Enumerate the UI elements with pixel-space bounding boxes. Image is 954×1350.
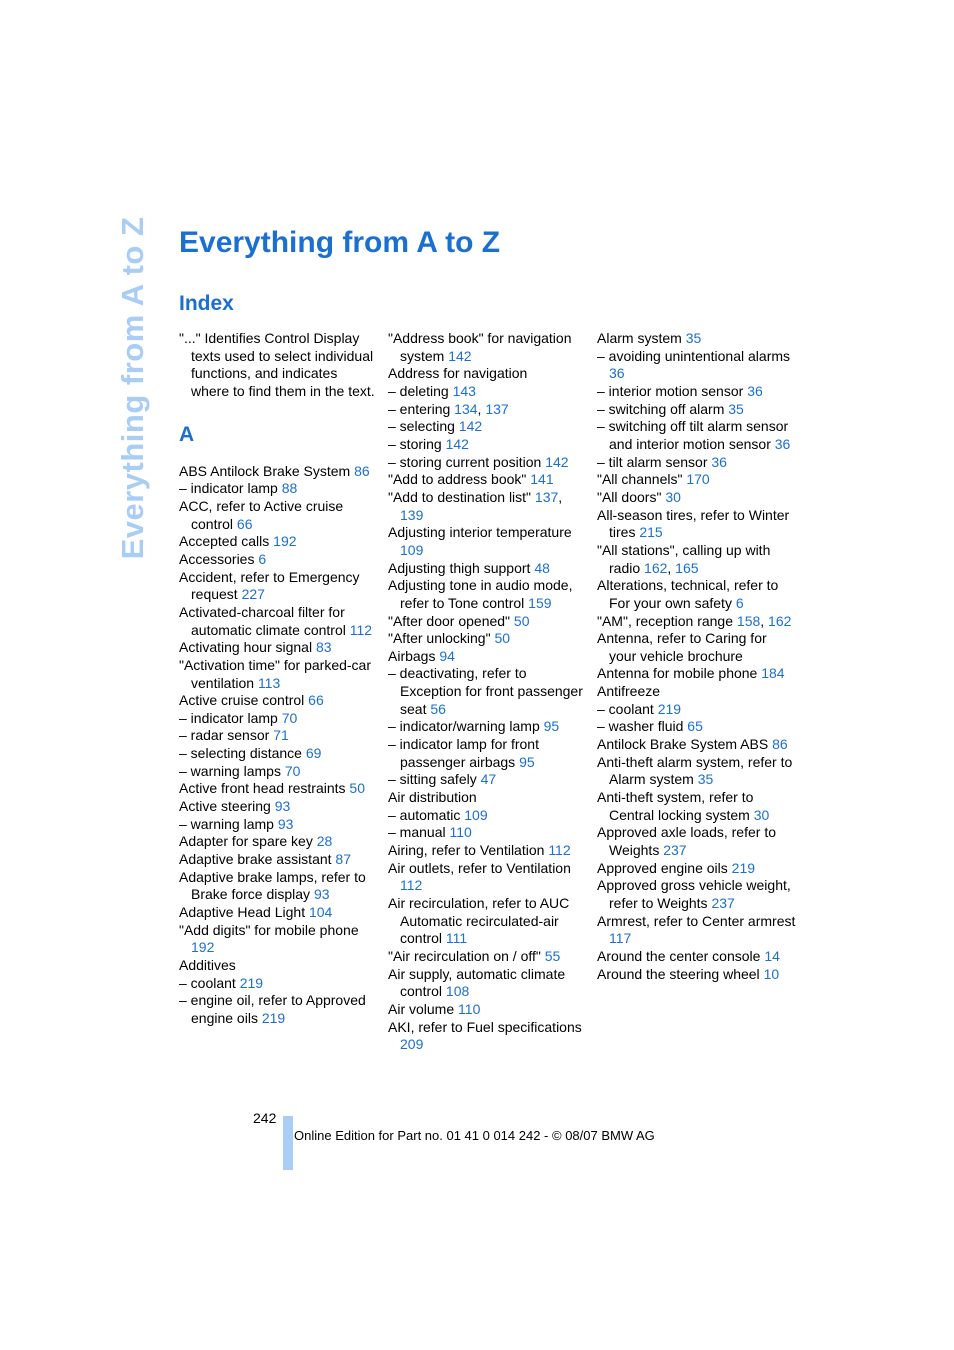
index-entry: "Add to destination list" 137, 139 (388, 488, 563, 523)
page-reference-link[interactable]: 112 (400, 877, 423, 894)
index-term: Activating hour signal (179, 639, 313, 656)
index-entry (388, 630, 588, 648)
index-term: "Address book" for navigation system (388, 330, 572, 364)
page-reference-link[interactable]: 93 (277, 815, 294, 832)
page-reference-link[interactable]: 192 (273, 533, 297, 550)
index-entry (179, 330, 379, 401)
index-term: – avoiding unintentional alarms (597, 347, 791, 364)
index-entry (179, 639, 379, 657)
index-entry (597, 418, 797, 453)
page-reference-link[interactable]: 95 (543, 718, 560, 735)
index-term: – manual (388, 824, 446, 841)
page-reference-link[interactable]: 110 (449, 824, 472, 841)
page-reference-link[interactable]: 35 (697, 771, 714, 788)
index-entry (388, 454, 588, 472)
index-entry (597, 718, 797, 736)
footer-bar (283, 1116, 293, 1170)
index-term: "After unlocking" (388, 630, 491, 647)
page-reference-link[interactable]: 139 (400, 506, 424, 523)
page-reference-link[interactable]: 112 (349, 621, 373, 638)
index-entry (597, 948, 797, 966)
page-reference-link[interactable]: 71 (273, 727, 289, 744)
page-reference-link[interactable]: 6 (735, 594, 744, 611)
index-term: – warning lamp (179, 815, 274, 832)
index-entry (597, 577, 797, 612)
index-term: Address for navigation (388, 365, 528, 382)
page-reference-link[interactable]: 137 (534, 488, 559, 505)
page-reference-link[interactable]: 219 (731, 859, 756, 876)
index-entry (597, 701, 797, 719)
page-reference-link[interactable]: 36 (774, 435, 791, 452)
page-reference-link[interactable]: 95 (519, 753, 535, 770)
page-reference-link[interactable]: 47 (480, 771, 497, 788)
page-reference-link[interactable]: 117 (609, 930, 632, 947)
page-reference-link[interactable]: 237 (663, 842, 687, 859)
page-reference-link[interactable]: 137 (485, 400, 509, 417)
index-term: – automatic (388, 806, 461, 823)
index-entry (388, 789, 588, 807)
index-column-3 (597, 330, 797, 983)
index-term: ABS Antilock Brake System (179, 462, 351, 479)
page-reference-link[interactable]: 36 (609, 365, 625, 382)
index-term: AKI, refer to Fuel specifications (388, 1018, 582, 1035)
index-term: – tilt alarm sensor (597, 453, 708, 470)
page-reference-link[interactable]: 28 (316, 833, 333, 850)
page-reference-link[interactable]: 35 (685, 330, 702, 346)
index-term: – coolant (597, 700, 654, 717)
index-entry: "All stations", calling up with radio 162, 165 (597, 541, 771, 576)
index-term: Alterations, technical, refer to For your own safety (597, 577, 779, 611)
page-reference-link[interactable]: 70 (281, 709, 298, 726)
page-reference-link[interactable]: 83 (315, 639, 332, 656)
index-entry (388, 383, 588, 401)
index-entry (597, 913, 797, 948)
index-term: Airing, refer to Ventilation (388, 842, 545, 859)
index-term: "After door opened" (388, 612, 511, 629)
index-term: – storing current position (388, 453, 542, 470)
page-reference-link[interactable]: 50 (349, 780, 365, 797)
index-term: – indicator lamp for front passenger airbags (388, 736, 539, 770)
index-entry (179, 763, 379, 781)
index-term: – coolant (179, 974, 236, 991)
index-entry (179, 992, 379, 1027)
index-term: Adaptive brake lamps, refer to Brake force display (179, 868, 366, 903)
index-term: Additives (179, 957, 236, 973)
page-reference-link[interactable]: 162 (644, 559, 668, 576)
index-term: Air supply, automatic climate control (388, 965, 566, 1000)
index-entry (597, 330, 797, 348)
page-reference-link[interactable]: 14 (764, 947, 780, 964)
page-reference-link[interactable]: 6 (258, 550, 267, 567)
index-term: Air outlets, refer to Ventilation (388, 859, 571, 876)
footer-text: Online Edition for Part no. 01 41 0 014 242 - © 08/07 BMW AG (294, 1128, 655, 1143)
index-term: Adaptive Head Light (179, 904, 306, 921)
index-entry (597, 454, 797, 472)
page-reference-link[interactable]: 56 (430, 700, 446, 717)
index-entry (597, 489, 797, 507)
index-column-2 (388, 330, 588, 1054)
page-reference-link[interactable]: 165 (675, 559, 699, 576)
index-entry (388, 330, 588, 365)
index-entry (597, 665, 797, 683)
page-reference-link[interactable]: 65 (687, 718, 703, 735)
index-entry (597, 789, 797, 824)
index-term: – switching off alarm (597, 400, 725, 417)
page-reference-link[interactable]: 69 (305, 745, 322, 762)
index-entry (179, 569, 379, 604)
index-entry (179, 957, 379, 975)
index-entry (597, 348, 797, 383)
page-reference-link[interactable]: 219 (261, 1009, 286, 1026)
index-term: Approved axle loads, refer to Weights (597, 824, 776, 859)
index-entry (597, 683, 797, 701)
index-term: – washer fluid (597, 718, 684, 735)
page-reference-link[interactable]: 93 (313, 886, 330, 903)
index-entry (388, 1001, 588, 1019)
index-entry (388, 436, 588, 454)
index-term: "All doors" (597, 488, 662, 505)
index-term: – selecting distance (179, 745, 302, 762)
index-term: Approved engine oils (597, 859, 728, 876)
page-reference-link[interactable]: 142 (448, 347, 472, 364)
index-entry (388, 648, 588, 666)
page-reference-link[interactable]: 70 (284, 762, 301, 779)
index-term: Anti-theft system, refer to Central locking system (597, 789, 754, 823)
index-entry (179, 657, 379, 692)
index-term: Adapter for spare key (179, 833, 313, 850)
page-number: 242 (253, 1110, 277, 1126)
index-heading: Index (179, 292, 234, 315)
index-entry (597, 860, 797, 878)
index-entry (388, 1019, 588, 1054)
index-entry (597, 754, 797, 789)
index-entry (179, 498, 379, 533)
index-term: Around the center console (597, 947, 761, 964)
index-term: Accepted calls (179, 533, 270, 550)
index-entry (597, 824, 797, 859)
index-term: All-season tires, refer to Winter tires (597, 506, 790, 541)
index-term: Air volume (388, 1000, 455, 1017)
index-entry (179, 727, 379, 745)
page-reference-link[interactable]: 50 (494, 630, 511, 647)
index-entry (179, 604, 379, 639)
index-term: Air recirculation, refer to AUC Automatic recirculated-air control (388, 895, 570, 947)
index-entry (179, 816, 379, 834)
index-entry (179, 780, 379, 798)
index-term: Antenna for mobile phone (597, 665, 758, 682)
index-term: Approved gross vehicle weight, refer to Weights (597, 877, 791, 911)
index-entry (388, 665, 588, 718)
index-entry (388, 577, 588, 612)
index-entry (388, 807, 588, 825)
index-entry (179, 869, 379, 904)
index-term: Anti-theft alarm system, refer to Alarm system (597, 753, 793, 788)
page-reference-link[interactable]: 134 (454, 400, 478, 417)
page-reference-link[interactable]: 142 (445, 435, 469, 452)
index-term: "All channels" (597, 471, 683, 488)
index-entry (179, 851, 379, 869)
page-reference-link[interactable]: 35 (728, 400, 744, 417)
index-term: – entering (388, 400, 451, 417)
index-entry (388, 736, 588, 771)
page-reference-link[interactable]: 219 (657, 700, 682, 717)
page-reference-link[interactable]: 88 (281, 480, 298, 497)
index-term: – interior motion sensor (597, 382, 744, 399)
index-term: "All stations", calling up with radio (597, 541, 771, 576)
index-term: "Activation time" for parked-car ventilation (179, 656, 372, 691)
index-entry (597, 383, 797, 401)
page-reference-link[interactable]: 48 (534, 559, 550, 576)
page-reference-link[interactable]: 86 (354, 462, 370, 479)
index-entry (388, 824, 588, 842)
index-term: Antilock Brake System ABS (597, 736, 769, 753)
page-reference-link[interactable]: 36 (711, 453, 727, 470)
index-entry (597, 471, 797, 489)
index-term: Adjusting thigh support (388, 559, 531, 576)
index-entry (388, 524, 588, 559)
page-reference-link[interactable]: 237 (711, 895, 735, 911)
index-entry (597, 877, 797, 912)
index-term: – selecting (388, 418, 455, 435)
page-reference-link[interactable]: 104 (308, 904, 333, 921)
page-reference-link[interactable]: 227 (241, 586, 265, 603)
index-term: Adjusting tone in audio mode, refer to Tone control (388, 577, 573, 611)
page-reference-link[interactable]: 30 (665, 488, 681, 505)
page-reference-link[interactable]: 142 (545, 453, 569, 470)
page-title: Everything from A to Z (179, 226, 501, 259)
index-entry (597, 736, 797, 754)
page-reference-link[interactable]: 170 (686, 471, 710, 488)
page-reference-link[interactable]: 10 (763, 965, 780, 982)
index-term: – switching off tilt alarm sensor and interior motion sensor (597, 418, 789, 452)
index-entry (388, 771, 588, 789)
page-reference-link[interactable]: 66 (308, 692, 324, 709)
page-reference-link[interactable]: 113 (257, 674, 281, 691)
index-term: – indicator lamp (179, 480, 278, 497)
page-reference-link[interactable]: 86 (772, 736, 788, 753)
page-reference-link[interactable]: 143 (452, 382, 476, 399)
index-entry (388, 966, 588, 1001)
page-reference-link[interactable]: 112 (548, 842, 571, 859)
index-term: Accident, refer to Emergency request (179, 568, 360, 603)
index-entry (179, 533, 379, 551)
page-reference-link[interactable]: 111 (445, 930, 468, 947)
index-term: Adjusting interior temperature (388, 524, 572, 541)
side-tab (113, 216, 153, 560)
index-entry (179, 692, 379, 710)
index-term: – sitting safely (388, 771, 477, 788)
index-entry (179, 833, 379, 851)
page-reference-link[interactable]: 30 (753, 806, 770, 823)
page-reference-link[interactable]: 158 (736, 612, 761, 629)
page-reference-link[interactable]: 184 (761, 665, 785, 682)
index-entry (179, 480, 379, 498)
index-entry (388, 471, 588, 489)
index-term: Activated-charcoal filter for automatic climate control (179, 603, 346, 638)
index-entry (179, 551, 379, 569)
index-term: Active front head restraints (179, 780, 346, 797)
index-entry (388, 418, 588, 436)
page-reference-link[interactable]: 94 (439, 647, 455, 664)
page-reference-link[interactable]: 108 (445, 983, 470, 1000)
index-column-1 (179, 330, 379, 1028)
index-entry (388, 365, 588, 383)
page-reference-link[interactable]: 50 (513, 612, 530, 629)
index-term: Armrest, refer to Center armrest (597, 912, 796, 929)
index-term: – deactivating, refer to Exception for front passenger seat (388, 665, 583, 717)
index-term: – indicator lamp (179, 709, 278, 726)
page-reference-link[interactable]: 36 (747, 382, 763, 399)
index-entry (388, 948, 588, 966)
index-entry: "AM", reception range 158, 162 (597, 612, 792, 629)
index-term: ACC, refer to Active cruise control (179, 497, 344, 532)
page-reference-link[interactable]: 162 (768, 612, 792, 629)
index-entry (597, 507, 797, 542)
page-reference-link[interactable]: 55 (544, 947, 561, 964)
index-term: Active steering (179, 798, 271, 815)
index-entry (179, 745, 379, 763)
page-reference-link[interactable]: 87 (335, 851, 351, 868)
page-reference-link[interactable]: 109 (400, 541, 424, 558)
index-term: "AM", reception range (597, 612, 734, 629)
index-term: – engine oil, refer to Approved engine oils (179, 992, 366, 1026)
index-term: "Add digits" for mobile phone (179, 921, 359, 938)
index-term: Alarm system (597, 330, 682, 346)
index-term: Air distribution (388, 789, 477, 806)
index-term: Active cruise control (179, 692, 305, 709)
page-reference-link[interactable]: 141 (530, 471, 554, 488)
index-entry (388, 718, 588, 736)
index-entry (179, 922, 379, 957)
side-tab-label: Everything from A to Z (115, 216, 150, 560)
index-entry (388, 860, 588, 895)
index-term: – warning lamps (179, 762, 281, 779)
index-term: Around the steering wheel (597, 965, 760, 982)
index-term: Antenna, refer to Caring for your vehicle brochure (597, 630, 767, 664)
index-entry (388, 613, 588, 631)
index-term: Airbags (388, 647, 436, 664)
index-term: – storing (388, 435, 442, 452)
page-reference-link[interactable]: 209 (400, 1036, 424, 1053)
index-term: Antifreeze (597, 683, 661, 700)
index-term: "Add to address book" (388, 471, 527, 488)
index-entry (179, 904, 379, 922)
index-term: – deleting (388, 382, 449, 399)
index-entry (179, 463, 379, 481)
index-entry: – entering 134, 137 (388, 400, 509, 417)
index-term: – radar sensor (179, 727, 270, 744)
index-term: "Add to destination list" (388, 488, 532, 505)
index-entry (388, 895, 588, 948)
index-letter-heading: A (179, 422, 195, 446)
index-term: Accessories (179, 550, 255, 567)
index-entry (179, 975, 379, 993)
page-reference-link[interactable]: 159 (528, 594, 552, 611)
index-entry (179, 710, 379, 728)
page-reference-link[interactable]: 93 (274, 798, 291, 815)
index-entry (597, 630, 797, 665)
index-entry (388, 842, 588, 860)
page-reference-link[interactable]: 110 (458, 1000, 481, 1017)
index-term: – indicator/warning lamp (388, 718, 540, 735)
index-term: "..." Identifies Control Display texts used to select individual functions, and indicates where to find them in the text. (179, 330, 375, 399)
page-reference-link[interactable]: 215 (639, 524, 663, 541)
index-entry (597, 966, 797, 984)
index-entry (179, 798, 379, 816)
page-reference-link[interactable]: 109 (464, 806, 488, 823)
index-entry (388, 560, 588, 578)
page-reference-link[interactable]: 219 (239, 974, 264, 991)
index-term: "Air recirculation on / off" (388, 947, 541, 964)
page-reference-link[interactable]: 192 (191, 939, 215, 956)
page-reference-link[interactable]: 66 (236, 515, 253, 532)
page-reference-link[interactable]: 142 (458, 418, 483, 435)
index-term: Adaptive brake assistant (179, 851, 332, 868)
index-entry (597, 401, 797, 419)
